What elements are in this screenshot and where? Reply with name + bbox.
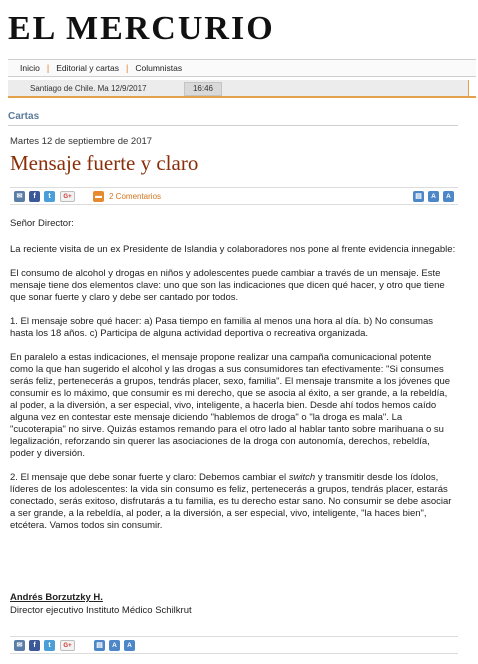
article-body [10, 218, 456, 544]
google-plus-share-icon[interactable]: G+ [60, 640, 75, 651]
google-plus-share-icon[interactable]: G+ [60, 191, 75, 202]
font-increase-icon[interactable]: A [443, 191, 454, 202]
current-time: 16:46 [184, 82, 222, 96]
nav-item-columnistas[interactable]: Columnistas [135, 63, 183, 73]
publication-date: Martes 12 de septiembre de 2017 [10, 136, 153, 147]
twitter-share-icon[interactable]: t [44, 640, 55, 651]
salutation: Señor Director: [10, 218, 74, 229]
print-icon[interactable]: ▤ [413, 191, 424, 202]
section-label[interactable]: Cartas [8, 111, 40, 122]
font-increase-icon[interactable]: A [124, 640, 135, 651]
section-divider [8, 125, 458, 126]
facebook-share-icon[interactable]: f [29, 191, 40, 202]
masthead [8, 8, 468, 50]
paragraph: En paralelo a estas indicaciones, el mensaje propone realizar una campaña comunicacional potente como la que han sugerido el alcohol y las drogas a sus consumidores tan efectivamente: "Si consumes serás feliz, pertenecerás a grupos, tendrás placer, sexo, familia". El mensaje transmite a los jóvenes que consumir es lo máximo, que consumir es mi derecho, que se asocia al éxito, a ser grande, a la rebeldía, al poder, a la diversión, a ser especial, vivo, inteligente, a hacerla bien. Desde ahí todos hemos caído alguna vez en contestar este mensaje diciendo "hablemos de droga" o "la droga es mala". La "cucoterapia" no sirve. Quizás estamos remando para el otro lado al hablar tanto sobre marihuana o su legalización, reforzando sin querer las asociaciones de la droga con autonomía, derechos, rebeldía, poder y diversión. [10, 352, 451, 459]
share-toolbar-bottom [10, 636, 458, 654]
paragraph: El consumo de alcohol y drogas en niños y adolescentes puede cambiar a través de un mensaje. Este mensaje tiene dos elementos clave: uno que son las indicaciones que dicen qué hacer, y otro que tiene que sonar fuerte y claro y debe ser cantado por todos. [10, 268, 445, 303]
font-decrease-icon[interactable]: A [109, 640, 120, 651]
comment-icon[interactable]: ▬ [95, 193, 102, 200]
site-logo[interactable]: EL MERCURIO [8, 10, 275, 47]
comments-link[interactable]: 2 Comentarios [109, 192, 162, 201]
share-toolbar-top [10, 187, 458, 205]
nav-item-editorial-y-cartas[interactable]: Editorial y cartas [56, 63, 120, 73]
date-bar-end [468, 80, 476, 96]
email-share-icon[interactable]: ✉ [14, 640, 25, 651]
date-bar [8, 80, 476, 98]
nav-separator: | [46, 63, 50, 73]
print-icon[interactable]: ▤ [94, 640, 105, 651]
font-decrease-icon[interactable]: A [428, 191, 439, 202]
paragraph: 2. El mensaje que debe sonar fuerte y claro: Debemos cambiar el switch y transmitir desde los ídolos, líderes de los adolescentes: la vida sin consumo es feliz, pertenecerás a grupos, tendrás placer, estarás conectado, serás exitoso, disfrutarás a tu familia, es tu derecho estar sano. No consumir se debe asociar a ser grande, a la rebeldía, al poder, a la diversión, a ser especial, vivo, inteligente, "la haces bien", etcétera. Vamos todos sin consumir. [10, 472, 452, 531]
nav-separator: | [126, 63, 129, 73]
facebook-share-icon[interactable]: f [29, 640, 40, 651]
author-name[interactable]: Andrés Borzutzky H. [10, 592, 103, 603]
paragraph: La reciente visita de un ex Presidente de Islandia y colaboradores nos pone al frente evidencia innegable: [10, 244, 456, 255]
nav-item-inicio[interactable]: Inicio [20, 63, 40, 73]
author-role: Director ejecutivo Instituto Médico Schilkrut [10, 605, 192, 616]
twitter-share-icon[interactable]: t [44, 191, 55, 202]
city-date: Santiago de Chile. Ma 12/9/2017 [30, 84, 147, 93]
top-navigation [8, 59, 476, 77]
paragraph: 1. El mensaje sobre qué hacer: a) Pasa tiempo en familia al menos una hora al día. b) No consumas hasta los 18 años. c) Participa de alguna actividad deportiva o recreativa organizada. [10, 316, 433, 339]
email-share-icon[interactable]: ✉ [14, 191, 25, 202]
article-title: Mensaje fuerte y claro [10, 151, 199, 175]
